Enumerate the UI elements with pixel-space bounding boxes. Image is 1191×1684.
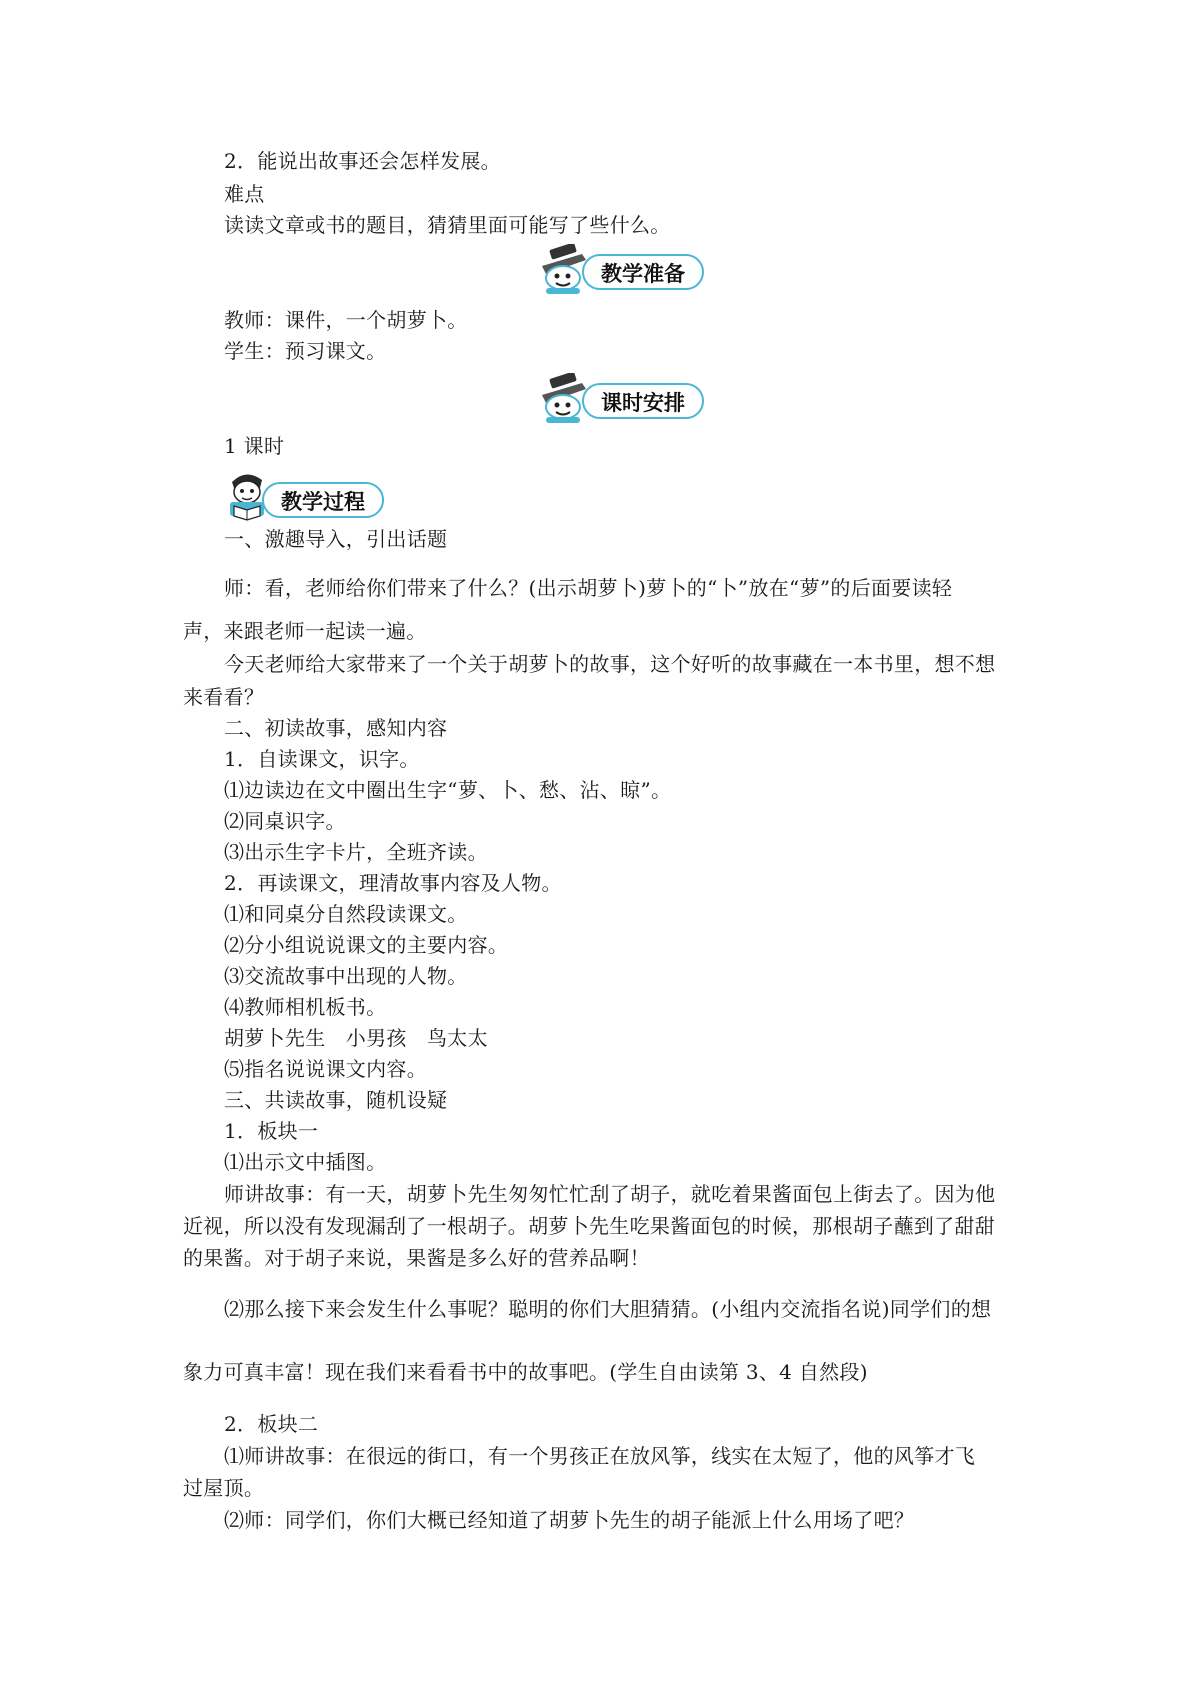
text-line: 学生：预习课文。: [224, 339, 387, 363]
text-line: ⑸指名说说课文内容。: [224, 1057, 427, 1081]
text-line: ⑷教师相机板书。: [224, 995, 387, 1019]
text-line: 今天老师给大家带来了一个关于胡萝卜的故事，这个好听的故事藏在一本书里，想不想: [224, 652, 996, 676]
text-line: 2．能说出故事还会怎样发展。: [224, 149, 501, 173]
text-line: ⑵那么接下来会发生什么事呢？聪明的你们大胆猜猜。(小组内交流指名说)同学们的想: [224, 1297, 992, 1321]
section-header-prep: [536, 246, 706, 296]
text-line: 一、激趣导入，引出话题: [224, 527, 448, 551]
text-line: ⑴师讲故事：在很远的街口，有一个男孩正在放风筝，线实在太短了，他的风筝才飞: [224, 1444, 976, 1468]
text-line: ⑴出示文中插图。: [224, 1150, 387, 1174]
section-title-schedule: 课时安排: [582, 383, 704, 419]
text-line: 声，来跟老师一起读一遍。: [183, 619, 427, 643]
text-line: 胡萝卜先生 小男孩 鸟太太: [224, 1026, 488, 1050]
text-line: 过屋顶。: [183, 1476, 265, 1500]
text-line: 近视，所以没有发现漏刮了一根胡子。胡萝卜先生吃果酱面包的时候，那根胡子蘸到了甜甜: [183, 1214, 995, 1238]
section-header-process: [222, 468, 392, 524]
text-line: 二、初读故事，感知内容: [224, 716, 448, 740]
text-line: 师讲故事：有一天，胡萝卜先生匆匆忙忙刮了胡子，就吃着果酱面包上街去了。因为他: [224, 1182, 996, 1206]
text-line: 三、共读故事，随机设疑: [224, 1088, 448, 1112]
text-line: ⑴和同桌分自然段读课文。: [224, 902, 468, 926]
text-line: 来看看？: [183, 685, 265, 709]
text-line: ⑶交流故事中出现的人物。: [224, 964, 468, 988]
text-line: 教师：课件，一个胡萝卜。: [224, 308, 468, 332]
section-title-prep: 教学准备: [582, 254, 704, 290]
text-line: 读读文章或书的题目，猜猜里面可能写了些什么。: [224, 213, 671, 237]
text-line: 师：看，老师给你们带来了什么？(出示胡萝卜)萝卜的“卜”放在“萝”的后面要读轻: [224, 576, 953, 600]
text-line: ⑵师：同学们，你们大概已经知道了胡萝卜先生的胡子能派上什么用场了吧？: [224, 1508, 915, 1532]
section-title-process: 教学过程: [262, 482, 384, 518]
text-line: ⑵同桌识字。: [224, 809, 346, 833]
text-line: ⑴边读边在文中圈出生字“萝、卜、愁、沾、晾”。: [224, 778, 672, 802]
section-header-schedule: [536, 375, 706, 425]
text-line: 难点: [224, 182, 265, 206]
text-line: ⑵分小组说说课文的主要内容。: [224, 933, 509, 957]
text-line: 1 课时: [224, 434, 285, 458]
text-line: 的果酱。对于胡子来说，果酱是多么好的营养品啊！: [183, 1246, 650, 1270]
text-line: 1．板块一: [224, 1119, 319, 1143]
text-line: 象力可真丰富！现在我们来看看书中的故事吧。(学生自由读第 3、4 自然段): [183, 1360, 868, 1384]
text-line: 1．自读课文，识字。: [224, 747, 420, 771]
text-line: 2．板块二: [224, 1412, 319, 1436]
text-line: ⑶出示生字卡片，全班齐读。: [224, 840, 488, 864]
text-line: 2．再读课文，理清故事内容及人物。: [224, 871, 562, 895]
